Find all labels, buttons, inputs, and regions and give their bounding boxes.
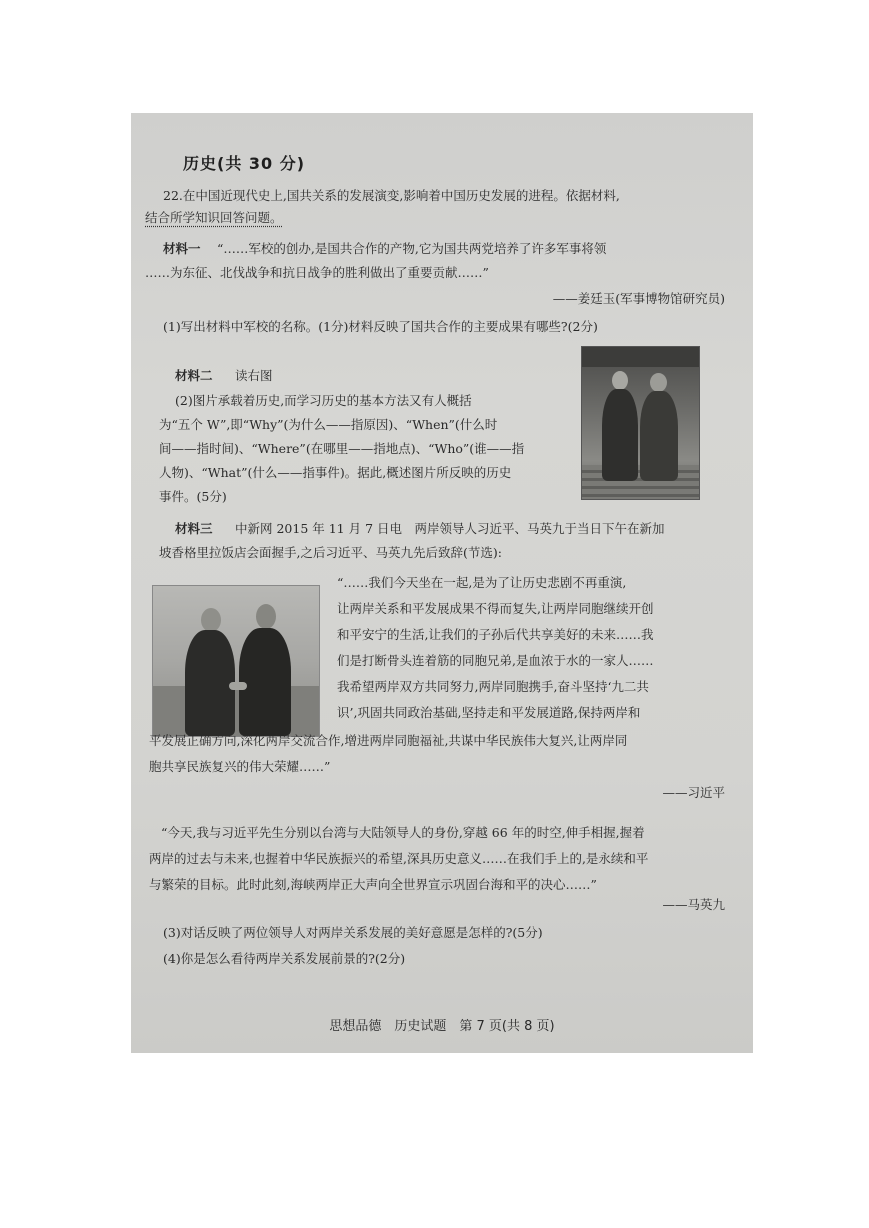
question-stem-line-1: 22.在中国近现代史上,国共关系的发展演变,影响着中国历史发展的进程。依据材料,: [163, 188, 620, 203]
xi-quote-line-5: 我希望两岸双方共同努力,两岸同胞携手,奋斗坚持‘九二共: [337, 679, 649, 694]
material-3-intro-line-1: 中新网 2015 年 11 月 7 日电 两岸领导人习近平、马英九于当日下午在新加: [235, 521, 665, 536]
xi-quote-line-4: 们是打断骨头连着筋的同胞兄弟,是血浓于水的一家人……: [337, 653, 654, 668]
xi-quote-line-7: 平发展正确方向,深化两岸交流合作,增进两岸同胞福祉,共谋中华民族伟大复兴,让两岸同: [149, 733, 628, 748]
material-1-line-1: “……军校的创办,是国共合作的产物,它为国共两党培养了许多军事将领: [217, 241, 607, 256]
material-1-source: ——姜廷玉(军事博物馆研究员): [552, 291, 725, 306]
material-2-label: 材料二: [175, 368, 213, 383]
question-2-line-2: 为“五个 W”,即“Why”(为什么——指原因)、“When”(什么时: [159, 417, 498, 432]
material-3-intro-line-2: 坡香格里拉饭店会面握手,之后习近平、马英九先后致辞(节选):: [159, 545, 502, 560]
xi-quote-source: ——习近平: [662, 785, 725, 800]
xi-quote-line-6: 识’,巩固共同政治基础,坚持走和平发展道路,保持两岸和: [337, 705, 641, 720]
question-stem-line-2: 结合所学知识回答问题。: [145, 210, 283, 225]
historical-photo-two-leaders: [581, 346, 700, 500]
question-2-line-5: 事件。(5分): [159, 489, 227, 504]
question-2-line-3: 间——指时间)、“Where”(在哪里——指地点)、“Who”(谁——指: [159, 441, 525, 456]
material-3-label: 材料三: [175, 521, 213, 536]
material-1-line-2: ……为东征、北伐战争和抗日战争的胜利做出了重要贡献……”: [145, 265, 489, 280]
question-3: (3)对话反映了两位领导人对两岸关系发展的美好意愿是怎样的?(5分): [163, 925, 543, 940]
section-title: 历史(共 30 分): [183, 154, 306, 173]
material-2-desc: 读右图: [235, 368, 273, 383]
question-2-line-1: (2)图片承载着历史,而学习历史的基本方法又有人概括: [175, 393, 472, 408]
xi-quote-line-3: 和平安宁的生活,让我们的子孙后代共享美好的未来……我: [337, 627, 654, 642]
exam-page: [131, 113, 753, 1053]
xi-quote-line-2: 让两岸关系和平发展成果不得而复失,让两岸同胞继续开创: [337, 601, 654, 616]
ma-quote-source: ——马英九: [662, 897, 725, 912]
ma-quote-line-1: “今天,我与习近平先生分别以台湾与大陆领导人的身份,穿越 66 年的时空,伸手相握,握着: [161, 825, 645, 840]
xi-quote-line-1: “……我们今天坐在一起,是为了让历史悲剧不再重演,: [337, 575, 627, 590]
ma-quote-line-2: 两岸的过去与未来,也握着中华民族振兴的希望,深具历史意义……在我们手上的,是永续和平: [149, 851, 649, 866]
handshake-photo: [152, 585, 320, 737]
page-footer: 思想品德 历史试题 第 7 页(共 8 页): [329, 1019, 555, 1034]
question-2-line-4: 人物)、“What”(什么——指事件)。据此,概述图片所反映的历史: [159, 465, 512, 480]
xi-quote-line-8: 胞共享民族复兴的伟大荣耀……”: [149, 759, 331, 774]
question-4: (4)你是怎么看待两岸关系发展前景的?(2分): [163, 951, 406, 966]
ma-quote-line-3: 与繁荣的目标。此时此刻,海峡两岸正大声向全世界宣示巩固台海和平的决心……”: [149, 877, 597, 892]
question-1: (1)写出材料中军校的名称。(1分)材料反映了国共合作的主要成果有哪些?(2分): [163, 319, 598, 334]
material-1-label: 材料一: [163, 241, 201, 256]
